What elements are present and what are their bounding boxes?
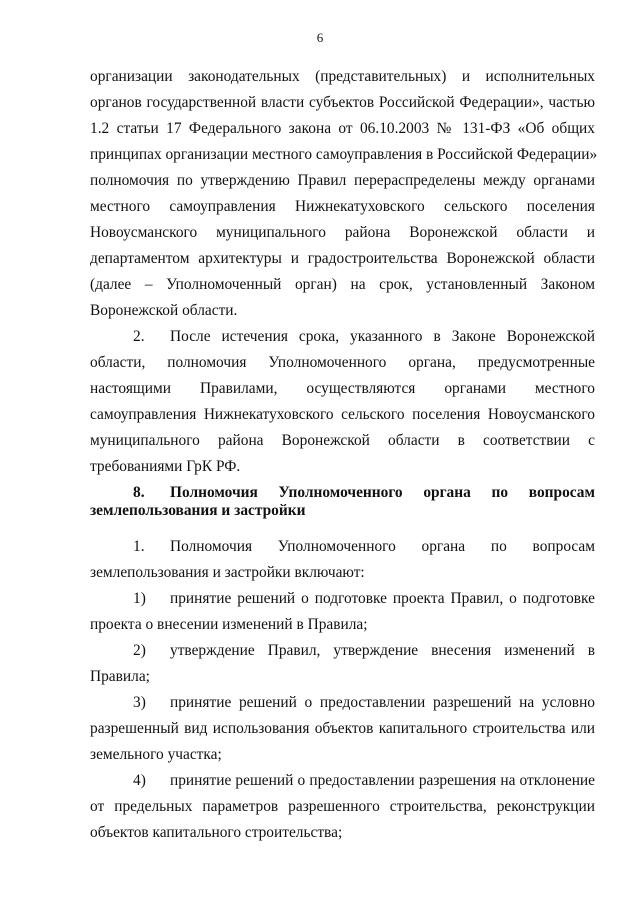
text-line: области, полномочия Уполномоченного органа, предусмотренные bbox=[90, 354, 595, 371]
text-line: местного самоуправления Нижнекатуховского сельского поселения bbox=[90, 198, 595, 215]
text-line: Правила; bbox=[90, 668, 150, 685]
item-number: 3) bbox=[133, 694, 146, 711]
item-number: 1) bbox=[133, 590, 146, 607]
page-number: 6 bbox=[316, 30, 324, 45]
text-line: объектов капитального строительства; bbox=[90, 824, 343, 841]
text-line: настоящими Правилами, осуществляются органами местного bbox=[90, 380, 595, 397]
text-line: 1.2 статьи 17 Федерального закона от 06.10.2003 № 131-ФЗ «Об общих bbox=[90, 120, 595, 137]
text-line: принятие решений о предоставлении разрешения на отклонение bbox=[170, 772, 595, 789]
text-line: органов государственной власти субъектов Российской Федерации», частью bbox=[90, 94, 595, 111]
paragraph-number: 1. bbox=[133, 538, 145, 555]
paragraph-number: 2. bbox=[133, 328, 145, 345]
text-line: от предельных параметров разрешенного строительства, реконструкции bbox=[90, 798, 595, 815]
text-line: муниципального района Воронежской области в соответствии с bbox=[90, 432, 595, 449]
text-line: землепользования и застройки включают: bbox=[90, 564, 365, 581]
text-line: департаментом архитектуры и градостроительства Воронежской области bbox=[90, 250, 595, 267]
item-number: 2) bbox=[133, 642, 146, 659]
text-line: После истечения срока, указанного в Законе Воронежской bbox=[170, 328, 595, 345]
text-line: полномочия по утверждению Правил перераспределены между органами bbox=[90, 172, 595, 189]
text-line: принятие решений о предоставлении разрешений на условно bbox=[170, 694, 595, 711]
section-title: Полномочия Уполномоченного органа по вопросам bbox=[170, 484, 595, 501]
text-line: Новоусманского муниципального района Воронежской области и bbox=[90, 224, 595, 241]
text-line: разрешенный вид использования объектов капитального строительства или bbox=[90, 720, 595, 737]
item-number: 4) bbox=[133, 772, 146, 789]
text-line: земельного участка; bbox=[90, 746, 222, 763]
text-line: принятие решений о подготовке проекта Правил, о подготовке bbox=[170, 590, 595, 607]
text-line: Воронежской области. bbox=[90, 302, 238, 319]
text-line: утверждение Правил, утверждение внесения изменений в bbox=[170, 642, 595, 659]
section-number: 8. bbox=[133, 484, 145, 501]
text-line: принципах организации местного самоуправления в Российской Федерации» bbox=[90, 146, 598, 163]
text-line: организации законодательных (представительных) и исполнительных bbox=[90, 68, 595, 85]
text-line: проекта о внесении изменений в Правила; bbox=[90, 616, 368, 633]
text-line: требованиями ГрК РФ. bbox=[90, 458, 241, 475]
text-line: самоуправления Нижнекатуховского сельского поселения Новоусманского bbox=[90, 406, 595, 423]
text-line: Полномочия Уполномоченного органа по вопросам bbox=[170, 538, 595, 555]
text-line: (далее – Уполномоченный орган) на срок, установленный Законом bbox=[90, 276, 595, 293]
section-title: землепользования и застройки bbox=[90, 502, 306, 519]
